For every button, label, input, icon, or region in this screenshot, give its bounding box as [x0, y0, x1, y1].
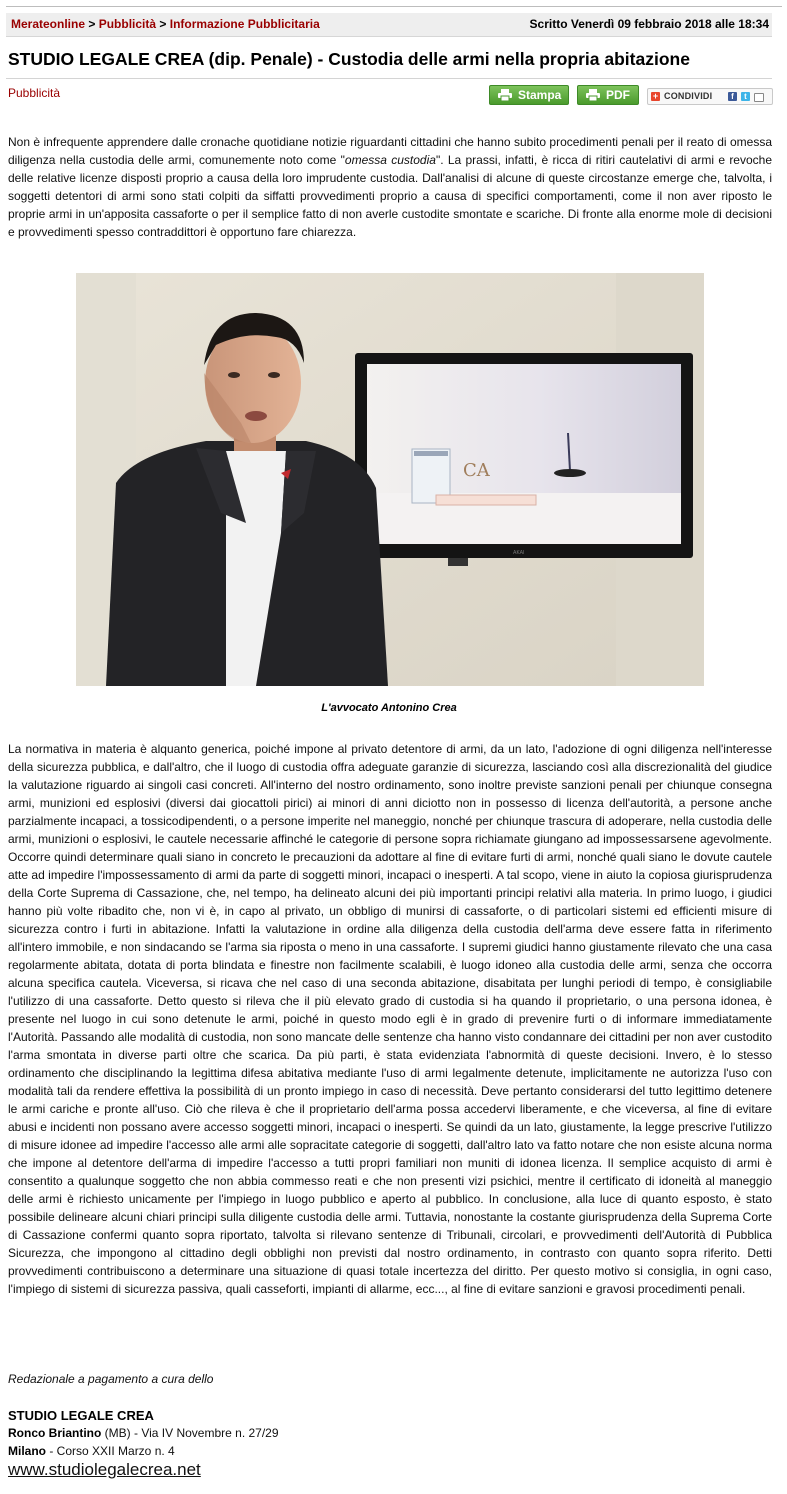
publish-date: Scritto Venerdì 09 febbraio 2018 alle 18:34 — [529, 17, 769, 31]
intro-text-end: ". La prassi, infatti, è ricca di ritiri cautelativi di armi e revoche delle relative licenze disposti proprio a causa della loro imprudente custodia. Dall'analisi di alcune di queste circostanze emerge che, talvolta, i soggetti detentori di armi sono stati colpiti da siffatti provvedimenti proprio a causa di specifici comportamenti, come il non aver riposto le proprie armi in un'apposita cassaforte o per il semplice fatto di non averle custodite smontate e scariche. Di fronte alla enorme mole di decisioni e provvedimenti spesso contraddittori è opportuno fare chiarezza. — [8, 153, 773, 239]
printer-icon — [498, 89, 512, 101]
title-divider — [6, 78, 772, 79]
address-city: Ronco Briantino — [8, 1426, 102, 1440]
article-title: STUDIO LEGALE CREA (dip. Penale) - Custodia delle armi nella propria abitazione — [8, 49, 690, 69]
facebook-icon[interactable]: f — [728, 92, 737, 101]
intro-text-start: Non è infrequente apprendere dalle cronache quotidiane notizie riguardanti cittadini che hanno subito procedimenti penali per il reato di omessa diligenza nella custodia delle armi, comunemente noto come " — [8, 135, 772, 167]
breadcrumb-section-link[interactable]: Pubblicità — [98, 17, 157, 31]
address-milano — [8, 1444, 175, 1458]
sponsored-note: Redazionale a pagamento a cura dello — [8, 1372, 214, 1386]
lawyer-photo — [76, 273, 704, 686]
address-detail: - Corso XXII Marzo n. 4 — [46, 1444, 175, 1458]
article-photo — [76, 273, 704, 686]
email-icon[interactable] — [754, 93, 764, 102]
share-button-label: CONDIVIDI — [664, 91, 713, 101]
tv-brand: AKAI — [513, 550, 525, 556]
body-paragraph: La normativa in materia è alquanto generica, poiché impone al privato detentore di armi, da un lato, l'adozione di ogni diligenza nell'interesse della sicurezza pubblica, e dall'altro, che il luogo di custodia offra adeguate garanzie di sicurezza, lasciando così alla discrezionalità del giudice la valutazione riguardo ai singoli casi concreti. All'interno del nostro ordinamento, sono inoltre previste sanzioni penali per chiunque consegna armi, munizioni ed esplosivi (diversi dai giocattoli pirici) ai minori di anni diciotto non in possesso di licenza dell'autorità, a persone anche parzialmente incapaci, a tossicodipendenti, o a persone imperite nel maneggio, nonché per chiunque trascura di adoperare, nella custodia delle armi, munizioni o esplosivi, le cautele necessarie affinché le categorie di persone sopra richiamate giungano ad impossessarsene agevolmente. Occorre quindi determinare quali siano in concreto le precauzioni da adottare al fine di evitare furti di armi, nonché quali siano le dovute cautele atte ad impedire l'impossessamento di armi da parte di soggetti minori, incapaci o inesperti. A tal scopo, viene in aiuto la copiosa giurisprudenza della Corte Suprema di Cassazione, che, nel tempo, ha delineato alcuni dei più importanti principi relativi alla materia. In primo luogo, i giudici hanno più volte ribadito che, non vi è, in capo al privato, un obbligo di munirsi di cassaforte, o di particolari sistemi ed efficienti misure di sicurezza contro i furti in abitazione. Infatti la valutazione in ordine alla diligenza della custodia dell'arma deve essere fatta in riferimento all'intero immobile, e non sindacando se l'arma sia riposta o meno in una cassaforte. I supremi giudici hanno giustamente rilevato che una casa regolarmente abitata, dotata di porta blindata e finestre non facilmente scalabili, è luogo idoneo alla custodia delle armi, senza che occorra alcuna specifica cautela. Viceversa, si ricava che nel caso di una seconda abitazione, disabitata per lunghi periodi di tempo, è consigliabile l'utilizzo di una cassaforte. Detto questo si rileva che il più elevato grado di custodia si ha quando il proprietario, o una persona idonea, è presente nel luogo in cui sono detenute le armi, poiché in questo modo egli è in grado di prevenire furti o di informare immediatamente l'Autorità. Passando alle modalità di custodia, non sono mancate delle sentenze cha hanno visto condannare dei cittadini per non aver custodito l'arma smontata in diverse parti oltre che scarica. Da più parti, è stata evidenziata l'abnormità di queste decisioni. Invero, è lo stesso ordinamento che disciplinando la legittima difesa abitativa mediante l'uso di armi legalmente detenute, implicitamente ne autorizza l'uso con modalità tali da rendere effettiva la possibilità di un pronto impiego in caso di necessità. Deve pertanto considerarsi del tutto legittimo detenere le armi cariche e pronte all'uso. Ciò che rileva è che il proprietario dell'arma possa accedervi liberamente, e che viceversa, al fine di evitare abusi e incidenti non possano avere accesso soggetti minori, incapaci o inesperti. Se quindi da un lato, giustamente, la legge prescrive l'utilizzo di misure idonee ad impedire l'accesso alle armi alle sopracitate categorie di soggetti, dall'altro lato va fatto notare che non esiste alcuna norma che impone al detentore dell'arma di impedire l'accesso a tutti propri familiari non muniti di idonea licenza. Il semplice acquisto di armi è consentito a qualunque soggetto che non abbia commesso reati e che non presenti vizi psichici, mentre il certificato di idoneità al maneggio delle armi è richiesto unicamente per l'impiego in luogo pubblico e aperto al pubblico. In conclusione, alla luce di quanto esposto, è stato possibile delineare alcuni chiari principi sulla diligente custodia delle armi. Tuttavia, nonostante la costante giurisprudenza della Suprema Corte di Cassazione confermi quanto sopra riportato, talvolta si rilevano sentenze di Tribunali, circolari, e provvedimenti dell'Autorità di Pubblica Sicurezza, che impongono al cittadino degli obblighi non previsti dal nostro ordinamento, in contrasto con quanto sopra riferito. Detti provvedimenti contribuiscono a determinare una situazione di quasi totale incertezza del diritto. Per questo motivo si consiglia, in ogni caso, l'impiego di sistemi di sicurezza passiva, quali casseforti, impianti di allarme, ecc..., al fine di evitare sanzioni e gravosi procedimenti penali. — [8, 742, 772, 1296]
pdf-button-label: PDF — [606, 88, 630, 102]
screen-logo: CA — [463, 460, 490, 481]
breadcrumb — [11, 13, 320, 36]
top-divider — [6, 6, 782, 7]
printer-icon — [586, 89, 600, 101]
share-button[interactable] — [647, 88, 773, 105]
address-detail: (MB) - Via IV Novembre n. 27/29 — [101, 1426, 279, 1440]
breadcrumb-site-link[interactable]: Merateonline — [11, 17, 86, 31]
studio-name: STUDIO LEGALE CREA — [8, 1408, 154, 1423]
breadcrumb-bar — [6, 13, 772, 37]
intro-emphasis: omessa custodia — [344, 153, 436, 167]
print-button-label: Stampa — [518, 88, 562, 102]
breadcrumb-separator: > — [156, 17, 170, 31]
intro-paragraph — [8, 133, 772, 241]
address-city: Milano — [8, 1444, 46, 1458]
photo-caption: L'avvocato Antonino Crea — [321, 702, 457, 714]
twitter-icon[interactable]: t — [741, 92, 750, 101]
address-ronco — [8, 1426, 279, 1440]
print-button[interactable] — [489, 85, 569, 105]
pdf-button[interactable] — [577, 85, 639, 105]
article-category[interactable]: Pubblicità — [8, 86, 61, 100]
breadcrumb-subsection-link[interactable]: Informazione Pubblicitaria — [169, 17, 320, 31]
website-link[interactable]: www.studiolegalecrea.net — [8, 1460, 201, 1479]
breadcrumb-separator: > — [85, 17, 99, 31]
share-icon: + — [652, 91, 659, 101]
